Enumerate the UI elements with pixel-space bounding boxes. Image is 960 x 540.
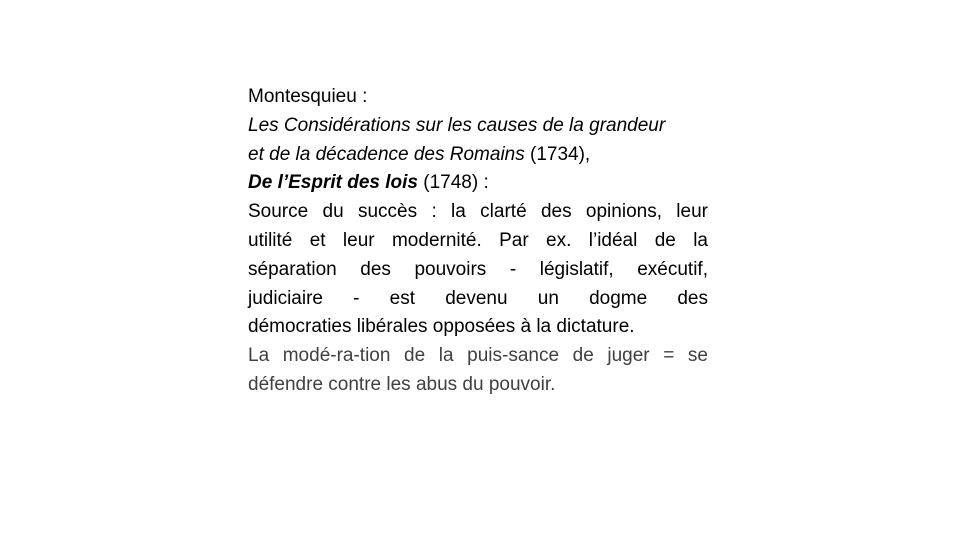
moderation-line-2: défendre contre les abus du pouvoir. [248,373,556,395]
work2-date: (1748) : [418,172,489,194]
work1-title-line1: Les Considérations sur les causes de la grandeur [248,114,666,136]
work2-title: De l’Esprit des lois [248,172,418,194]
source-line-1: Source du succès : la clarté des opinions, leur [248,201,708,223]
source-line-2: utilité et leur modernité. Par ex. l’idéal de la [248,229,708,251]
source-line-5: démocraties libérales opposées à la dictature. [248,316,635,338]
text-block [248,83,708,400]
work1-title-italic: et de la décadence des Romains [248,143,525,165]
work2-line [248,169,708,198]
moderation-line-1: La modé-ra-tion de la puis-sance de juger = se [248,345,708,367]
work1-date: (1734), [524,143,591,165]
source-line-4: judiciaire - est devenu un dogme des [248,287,708,309]
work1-title-line2 [248,141,708,170]
source-line-3: séparation des pouvoirs - législatif, exécutif, [248,258,708,280]
author-line: Montesquieu : [248,86,368,107]
